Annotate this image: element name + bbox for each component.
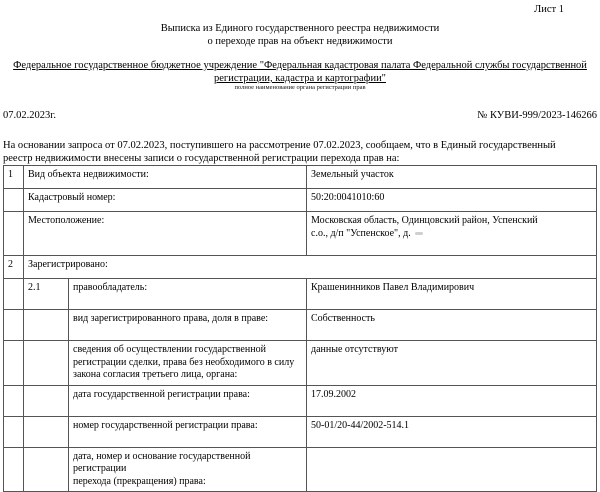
label-line2: перехода (прекращения) права: (73, 475, 206, 487)
registrar-organization-line2: регистрации, кадастра и картографии" (214, 73, 386, 84)
intro-line2: реестр недвижимости внесены записи о государственной регистрации перехода прав на: (3, 153, 400, 164)
document-date: 07.02.2023г. (3, 110, 56, 121)
row-subnumber-empty (24, 310, 69, 341)
row-label (69, 341, 307, 386)
label-line3: закона согласия третьего лица, органа: (73, 369, 238, 380)
table-row (4, 310, 597, 341)
row-subnumber-empty (24, 385, 69, 416)
document-title-line2: о переходе прав на объект недвижимости (207, 36, 393, 47)
row-number-empty (4, 310, 24, 341)
table-row (4, 279, 597, 310)
row-number-empty (4, 341, 24, 386)
row-number-empty (4, 189, 24, 212)
row-number-empty (4, 385, 24, 416)
table-row (4, 385, 597, 416)
row-value: 50-01/20-44/2002-514.1 (307, 416, 597, 447)
table-row (4, 341, 597, 386)
location-line1: Московская область, Одинцовский район, Успенский (311, 215, 538, 226)
table-row (4, 256, 597, 279)
row-number-empty (4, 416, 24, 447)
registrar-organization (6, 59, 594, 85)
row-value (307, 212, 597, 256)
row-value: Собственность (307, 310, 597, 341)
transfer-table (3, 165, 597, 492)
row-value: Земельный участок (307, 166, 597, 189)
row-value: данные отсутствуют (307, 341, 597, 386)
row-number-empty (4, 447, 24, 492)
table-row (4, 212, 597, 256)
label-line2: регистрации сделки, права без необходимого в силу (73, 356, 295, 368)
sheet-number: Лист 1 (534, 4, 564, 15)
row-label: Местоположение: (24, 212, 307, 256)
intro-line1: На основании запроса от 07.02.2023, поступившего на рассмотрение 07.02.2023, сообщаем, что в Единый государственный (3, 140, 556, 151)
table-row (4, 189, 597, 212)
row-number: 2 (4, 256, 24, 279)
registrar-organization-line1: Федеральное государственное бюджетное учреждение "Федеральная кадастровая палата Федеральной службы государственной (13, 60, 587, 71)
location-line2 (311, 228, 593, 241)
row-label (69, 447, 307, 492)
label-line1: дата, номер и основание государственной регистрации (73, 450, 251, 474)
document-number: № КУВИ-999/2023-146266 (477, 110, 597, 121)
row-subnumber: 2.1 (24, 279, 69, 310)
location-line2-text: с.о., д/п "Успенское", д. (311, 227, 411, 239)
row-label: вид зарегистрированного права, доля в праве: (69, 310, 307, 341)
row-label: Кадастровый номер: (24, 189, 307, 212)
row-value: 50:20:0041010:60 (307, 189, 597, 212)
table-row (4, 166, 597, 189)
row-value: Крашенинников Павел Владимирович (307, 279, 597, 310)
table-row (4, 447, 597, 492)
smudge-mark (415, 232, 423, 235)
row-label: правообладатель: (69, 279, 307, 310)
row-label: номер государственной регистрации права: (69, 416, 307, 447)
row-label: дата государственной регистрации права: (69, 385, 307, 416)
row-subnumber-empty (24, 416, 69, 447)
row-number-empty (4, 212, 24, 256)
registrar-caption: полное наименование органа регистрации прав (234, 84, 366, 91)
label-line1: сведения об осуществлении государственной (73, 344, 266, 355)
document-title-line1: Выписка из Единого государственного реестра недвижимости (160, 23, 440, 34)
table-row (4, 416, 597, 447)
row-value (307, 447, 597, 492)
row-subnumber-empty (24, 341, 69, 386)
row-value: 17.09.2002 (307, 385, 597, 416)
row-number: 1 (4, 166, 24, 189)
row-subnumber-empty (24, 447, 69, 492)
row-label: Вид объекта недвижимости: (24, 166, 307, 189)
row-number-empty (4, 279, 24, 310)
intro-paragraph (3, 139, 594, 165)
row-label: Зарегистрировано: (24, 256, 597, 279)
